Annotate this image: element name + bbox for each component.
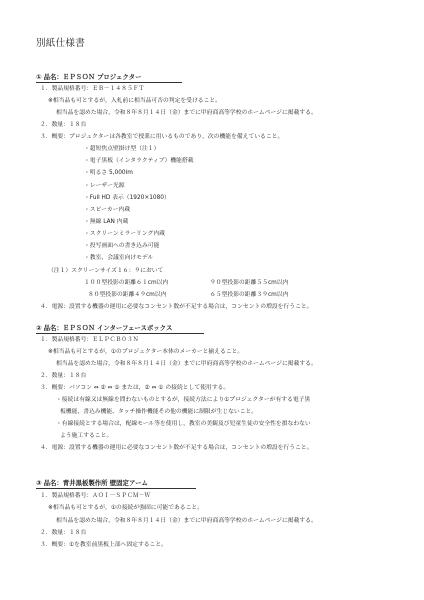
- feature-item: ・投写画面への書き込み可能: [84, 243, 160, 249]
- item-2-heading-underline: [36, 333, 204, 334]
- throw-distance-100: １００型投影の距離６１cm以内: [84, 280, 169, 286]
- note-1-screen-size: （注１）スクリーンサイズ１６：９において: [48, 268, 164, 274]
- item-2-model-number: １．製品規格番号：ＥＬＰＣＢ０３Ｎ: [40, 337, 139, 343]
- item-2-equivalent-publish: 相当品を認めた場合，令和８年８月１４日（金）までに甲府商高等学校のホームページに掲載する。: [56, 361, 317, 367]
- feature-item: ・無線 LAN 内蔵: [84, 219, 129, 225]
- item-1-equivalent-publish: 相当品を認めた場合，令和８年８月１４日（金）までに甲府商高等学校のホームページに掲載する。: [56, 110, 317, 116]
- item-1-overview: ３．概要：プロジェクターは各教室で授業に用いるものであり，次の機能を備えていること。: [40, 134, 284, 140]
- item-1-quantity: ２．数量：１８台: [40, 122, 87, 128]
- feature-item: ・超短焦点壁掛け型（注１）: [84, 146, 160, 152]
- feature-item: ・教室、会議室向けモデル: [84, 255, 154, 261]
- item-3-equivalent-note: ※相当品も可とするが，①の接続が強固に可能であること。: [48, 505, 203, 511]
- item-1-power: ４．電源：設置する機器の運用に必要なコンセント数が不足する場合は，コンセントの増設を行うこと。: [40, 304, 313, 310]
- feature-item: ・電子黒板（インタラクティブ）機能搭載: [84, 158, 194, 164]
- document-title: 別紙仕様書: [36, 38, 86, 49]
- item-2-quantity: ２．数量：１８台: [40, 373, 87, 379]
- item-2-heading: ② 品名：ＥＰＳＯＮ インターフェースボックス: [36, 324, 173, 332]
- item-2-overview: ３．概要：パソコン ⇔ ② ⇔ ① または，② ⇔ ① の接続として使用する。: [40, 385, 230, 391]
- item-3-overview: ３．概要：①を教室前黒板上部へ固定すること。: [40, 542, 167, 548]
- item-3-quantity: ２．数量：１８台: [40, 530, 87, 536]
- feature-item: ・スピーカー内蔵: [84, 207, 131, 213]
- feature-item: ・Full HD 表示（1920×1080）: [84, 195, 170, 201]
- feature-item: ・レーザー光源: [84, 183, 125, 189]
- throw-distance-80: ８０型投影の距離４９cm以内: [88, 292, 167, 298]
- item-3-heading-underline: [36, 488, 196, 489]
- item-1-model-number: １．製品規格番号：ＥＢ－１４８５ＦＴ: [40, 86, 145, 92]
- item-1-heading-underline: [36, 82, 182, 83]
- item-2-equivalent-note: ※相当品も可とするが，①のプロジェクター本体のメーカーと揃えること。: [48, 349, 244, 355]
- item-2-power: ４．電源：設置する機器の運用に必要なコンセント数が不足する場合は，コンセントの増設を行うこと。: [40, 445, 313, 451]
- throw-distance-90: ９０型投影の距離５５cm以内: [210, 280, 289, 286]
- feature-item: ・スクリーンミラーリング内蔵: [84, 231, 165, 237]
- item-2-connection-note-cont: 板機能、書込み機能、タッチ操作機能その他の機能に制限が生じないこと。: [60, 409, 258, 415]
- item-3-model-number: １．製品規格番号：ＡＯＩ－ＳＰＣＭ－Ｗ: [40, 493, 151, 499]
- throw-distance-65: ６５型投影の距離３９cm以内: [210, 292, 289, 298]
- item-1-heading: ① 品名：ＥＰＳＯＮ プロジェクター: [36, 73, 142, 81]
- item-3-heading: ③ 品名：青井黒板製作所 壁固定アーム: [36, 479, 148, 487]
- feature-item: ・明るさ 5,000lm: [84, 170, 133, 176]
- item-2-wiring-note: ・有線接続とする場合は，配線モール等を使用し，教室の美観及び児童生徒の安全性を損なわない: [56, 421, 311, 427]
- item-2-connection-note: ・接続は有線又は無線を問わないものとするが，接続方法により①プロジェクターが有する電子黒: [56, 397, 311, 403]
- item-3-equivalent-publish: 相当品を認めた場合，令和８年８月１４日（金）までに甲府商高等学校のホームページに掲載する。: [56, 518, 317, 524]
- item-1-equivalent-note: ※相当品も可とするが，入札前に相当品可否の判定を受けること。: [48, 98, 221, 104]
- item-2-wiring-note-cont: よう施工すること。: [60, 433, 113, 439]
